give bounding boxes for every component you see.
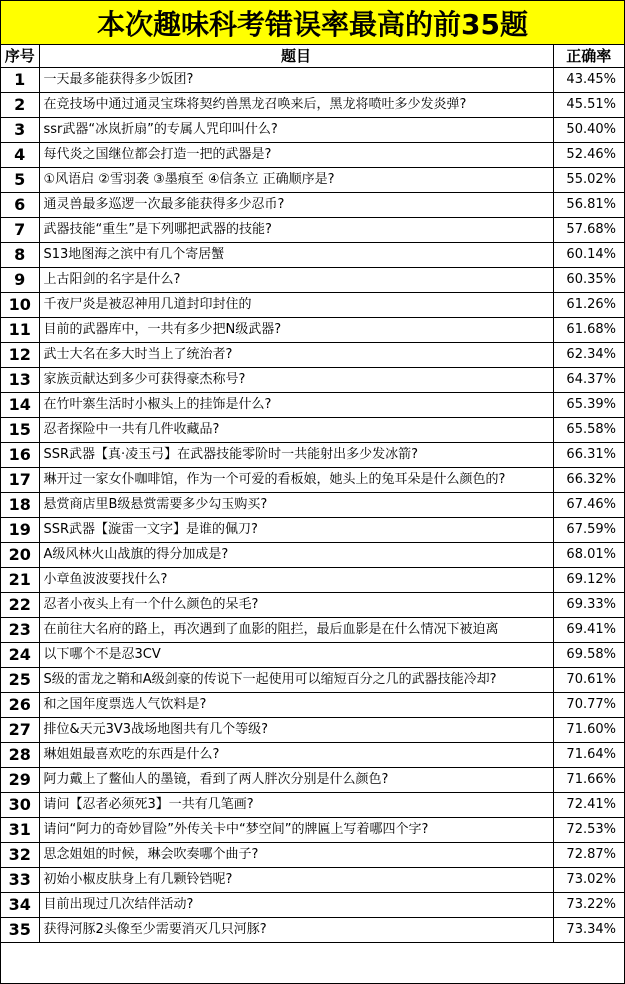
row-rate: 68.01% bbox=[553, 543, 624, 568]
row-question: 在竹叶寨生活时小椒头上的挂饰是什么? bbox=[39, 393, 553, 418]
row-rate: 71.66% bbox=[553, 768, 624, 793]
row-index: 31 bbox=[1, 818, 39, 843]
row-question: 目前的武器库中，一共有多少把N级武器? bbox=[39, 318, 553, 343]
row-index: 7 bbox=[1, 218, 39, 243]
table-row bbox=[1, 93, 624, 118]
table-row bbox=[1, 68, 624, 93]
table-row bbox=[1, 818, 624, 843]
row-question: 阿力戴上了鳖仙人的墨镜，看到了两人胖次分别是什么颜色? bbox=[39, 768, 553, 793]
row-index: 10 bbox=[1, 293, 39, 318]
row-index: 12 bbox=[1, 343, 39, 368]
row-index: 6 bbox=[1, 193, 39, 218]
row-question: A级风林火山战旗的得分加成是? bbox=[39, 543, 553, 568]
row-index: 14 bbox=[1, 393, 39, 418]
table-row bbox=[1, 668, 624, 693]
row-index: 23 bbox=[1, 618, 39, 643]
table-row bbox=[1, 118, 624, 143]
row-rate: 66.32% bbox=[553, 468, 624, 493]
table-row bbox=[1, 318, 624, 343]
row-question: SSR武器【真·凌玉弓】在武器技能零阶时一共能射出多少发冰箭? bbox=[39, 443, 553, 468]
table-row bbox=[1, 793, 624, 818]
table-row bbox=[1, 468, 624, 493]
row-rate: 64.37% bbox=[553, 368, 624, 393]
row-index: 19 bbox=[1, 518, 39, 543]
row-question: ssr武器“冰岚折扇”的专属人咒印叫什么? bbox=[39, 118, 553, 143]
header-rate: 正确率 bbox=[553, 45, 624, 68]
table-row bbox=[1, 268, 624, 293]
row-question: 在竞技场中通过通灵宝珠将契约兽黑龙召唤来后，黑龙将喷吐多少发炎弹? bbox=[39, 93, 553, 118]
table-row bbox=[1, 693, 624, 718]
row-question: 家族贡献达到多少可获得豪杰称号? bbox=[39, 368, 553, 393]
row-question: ①风语启 ②雪羽袭 ③墨痕至 ④信条立 正确顺序是? bbox=[39, 168, 553, 193]
row-index: 8 bbox=[1, 243, 39, 268]
table-row bbox=[1, 243, 624, 268]
row-rate: 69.33% bbox=[553, 593, 624, 618]
table-row bbox=[1, 393, 624, 418]
table-row bbox=[1, 868, 624, 893]
table-row bbox=[1, 218, 624, 243]
row-question: 初始小椒皮肤身上有几颗铃铛呢? bbox=[39, 868, 553, 893]
row-question: 在前往大名府的路上，再次遇到了血影的阻拦，最后血影是在什么情况下被迫离 bbox=[39, 618, 553, 643]
header-question: 题目 bbox=[39, 45, 553, 68]
row-question: 思念姐姐的时候，琳会吹奏哪个曲子? bbox=[39, 843, 553, 868]
row-rate: 60.14% bbox=[553, 243, 624, 268]
table-row bbox=[1, 143, 624, 168]
row-rate: 61.68% bbox=[553, 318, 624, 343]
row-question: 和之国年度票选人气饮料是? bbox=[39, 693, 553, 718]
row-rate: 72.87% bbox=[553, 843, 624, 868]
row-index: 24 bbox=[1, 643, 39, 668]
row-rate: 62.34% bbox=[553, 343, 624, 368]
row-question: S13地图海之滨中有几个寄居蟹 bbox=[39, 243, 553, 268]
row-index: 5 bbox=[1, 168, 39, 193]
table-row bbox=[1, 618, 624, 643]
table-row bbox=[1, 443, 624, 468]
row-rate: 71.60% bbox=[553, 718, 624, 743]
row-index: 16 bbox=[1, 443, 39, 468]
row-question: 通灵兽最多巡逻一次最多能获得多少忍币? bbox=[39, 193, 553, 218]
table-row bbox=[1, 518, 624, 543]
row-index: 2 bbox=[1, 93, 39, 118]
row-question: 一天最多能获得多少饭团? bbox=[39, 68, 553, 93]
row-rate: 55.02% bbox=[553, 168, 624, 193]
row-question: 请问“阿力的奇妙冒险”外传关卡中“梦空间”的牌匾上写着哪四个字? bbox=[39, 818, 553, 843]
row-rate: 70.77% bbox=[553, 693, 624, 718]
table-row bbox=[1, 493, 624, 518]
table-body bbox=[1, 68, 624, 943]
row-index: 21 bbox=[1, 568, 39, 593]
row-rate: 56.81% bbox=[553, 193, 624, 218]
row-rate: 61.26% bbox=[553, 293, 624, 318]
row-index: 1 bbox=[1, 68, 39, 93]
row-index: 22 bbox=[1, 593, 39, 618]
quiz-table bbox=[1, 45, 624, 943]
row-index: 33 bbox=[1, 868, 39, 893]
row-index: 3 bbox=[1, 118, 39, 143]
row-rate: 52.46% bbox=[553, 143, 624, 168]
table-row bbox=[1, 718, 624, 743]
row-question: 排位&天元3V3战场地图共有几个等级? bbox=[39, 718, 553, 743]
row-index: 29 bbox=[1, 768, 39, 793]
table-row bbox=[1, 643, 624, 668]
row-index: 28 bbox=[1, 743, 39, 768]
row-rate: 73.34% bbox=[553, 918, 624, 943]
table-row bbox=[1, 743, 624, 768]
table-row bbox=[1, 593, 624, 618]
table-row bbox=[1, 543, 624, 568]
row-rate: 60.35% bbox=[553, 268, 624, 293]
table-header-row bbox=[1, 45, 624, 68]
row-rate: 72.41% bbox=[553, 793, 624, 818]
row-question: 获得河豚2头像至少需要消灭几只河豚? bbox=[39, 918, 553, 943]
row-index: 20 bbox=[1, 543, 39, 568]
row-question: 以下哪个不是忍3CV bbox=[39, 643, 553, 668]
row-rate: 50.40% bbox=[553, 118, 624, 143]
row-rate: 71.64% bbox=[553, 743, 624, 768]
row-index: 32 bbox=[1, 843, 39, 868]
row-question: S级的雷龙之鞘和A级剑豪的传说下一起使用可以缩短百分之几的武器技能冷却? bbox=[39, 668, 553, 693]
row-question: 请问【忍者必须死3】一共有几笔画? bbox=[39, 793, 553, 818]
row-index: 27 bbox=[1, 718, 39, 743]
table-row bbox=[1, 293, 624, 318]
header-index: 序号 bbox=[1, 45, 39, 68]
row-index: 26 bbox=[1, 693, 39, 718]
row-question: SSR武器【漩雷一文字】是谁的佩刀? bbox=[39, 518, 553, 543]
row-question: 千夜尸炎是被忍神用几道封印封住的 bbox=[39, 293, 553, 318]
row-rate: 73.02% bbox=[553, 868, 624, 893]
row-index: 18 bbox=[1, 493, 39, 518]
row-rate: 57.68% bbox=[553, 218, 624, 243]
row-question: 武器技能“重生”是下列哪把武器的技能? bbox=[39, 218, 553, 243]
row-rate: 72.53% bbox=[553, 818, 624, 843]
table-row bbox=[1, 918, 624, 943]
row-question: 武士大名在多大时当上了统治者? bbox=[39, 343, 553, 368]
row-question: 忍者小夜头上有一个什么颜色的呆毛? bbox=[39, 593, 553, 618]
row-index: 30 bbox=[1, 793, 39, 818]
row-question: 悬赏商店里B级悬赏需要多少勾玉购买? bbox=[39, 493, 553, 518]
row-index: 35 bbox=[1, 918, 39, 943]
row-index: 11 bbox=[1, 318, 39, 343]
row-rate: 70.61% bbox=[553, 668, 624, 693]
row-rate: 69.58% bbox=[553, 643, 624, 668]
row-rate: 65.58% bbox=[553, 418, 624, 443]
table-row bbox=[1, 893, 624, 918]
row-index: 13 bbox=[1, 368, 39, 393]
table-row bbox=[1, 768, 624, 793]
table-row bbox=[1, 843, 624, 868]
row-rate: 67.59% bbox=[553, 518, 624, 543]
table-row bbox=[1, 168, 624, 193]
row-index: 15 bbox=[1, 418, 39, 443]
row-question: 忍者探险中一共有几件收藏品? bbox=[39, 418, 553, 443]
row-rate: 67.46% bbox=[553, 493, 624, 518]
row-rate: 69.12% bbox=[553, 568, 624, 593]
row-question: 小章鱼波波要找什么? bbox=[39, 568, 553, 593]
row-rate: 45.51% bbox=[553, 93, 624, 118]
table-row bbox=[1, 568, 624, 593]
page-title: 本次趣味科考错误率最高的前35题 bbox=[1, 1, 624, 45]
row-index: 9 bbox=[1, 268, 39, 293]
row-rate: 69.41% bbox=[553, 618, 624, 643]
table-row bbox=[1, 343, 624, 368]
row-index: 25 bbox=[1, 668, 39, 693]
row-question: 琳开过一家女仆咖啡馆，作为一个可爱的看板娘，她头上的兔耳朵是什么颜色的? bbox=[39, 468, 553, 493]
row-rate: 66.31% bbox=[553, 443, 624, 468]
row-index: 17 bbox=[1, 468, 39, 493]
row-question: 琳姐姐最喜欢吃的东西是什么? bbox=[39, 743, 553, 768]
table-row bbox=[1, 418, 624, 443]
row-rate: 43.45% bbox=[553, 68, 624, 93]
row-question: 上古阳剑的名字是什么? bbox=[39, 268, 553, 293]
row-question: 目前出现过几次结伴活动? bbox=[39, 893, 553, 918]
row-rate: 65.39% bbox=[553, 393, 624, 418]
row-rate: 73.22% bbox=[553, 893, 624, 918]
row-question: 每代炎之国继位都会打造一把的武器是? bbox=[39, 143, 553, 168]
row-index: 34 bbox=[1, 893, 39, 918]
table-row bbox=[1, 368, 624, 393]
table-row bbox=[1, 193, 624, 218]
row-index: 4 bbox=[1, 143, 39, 168]
